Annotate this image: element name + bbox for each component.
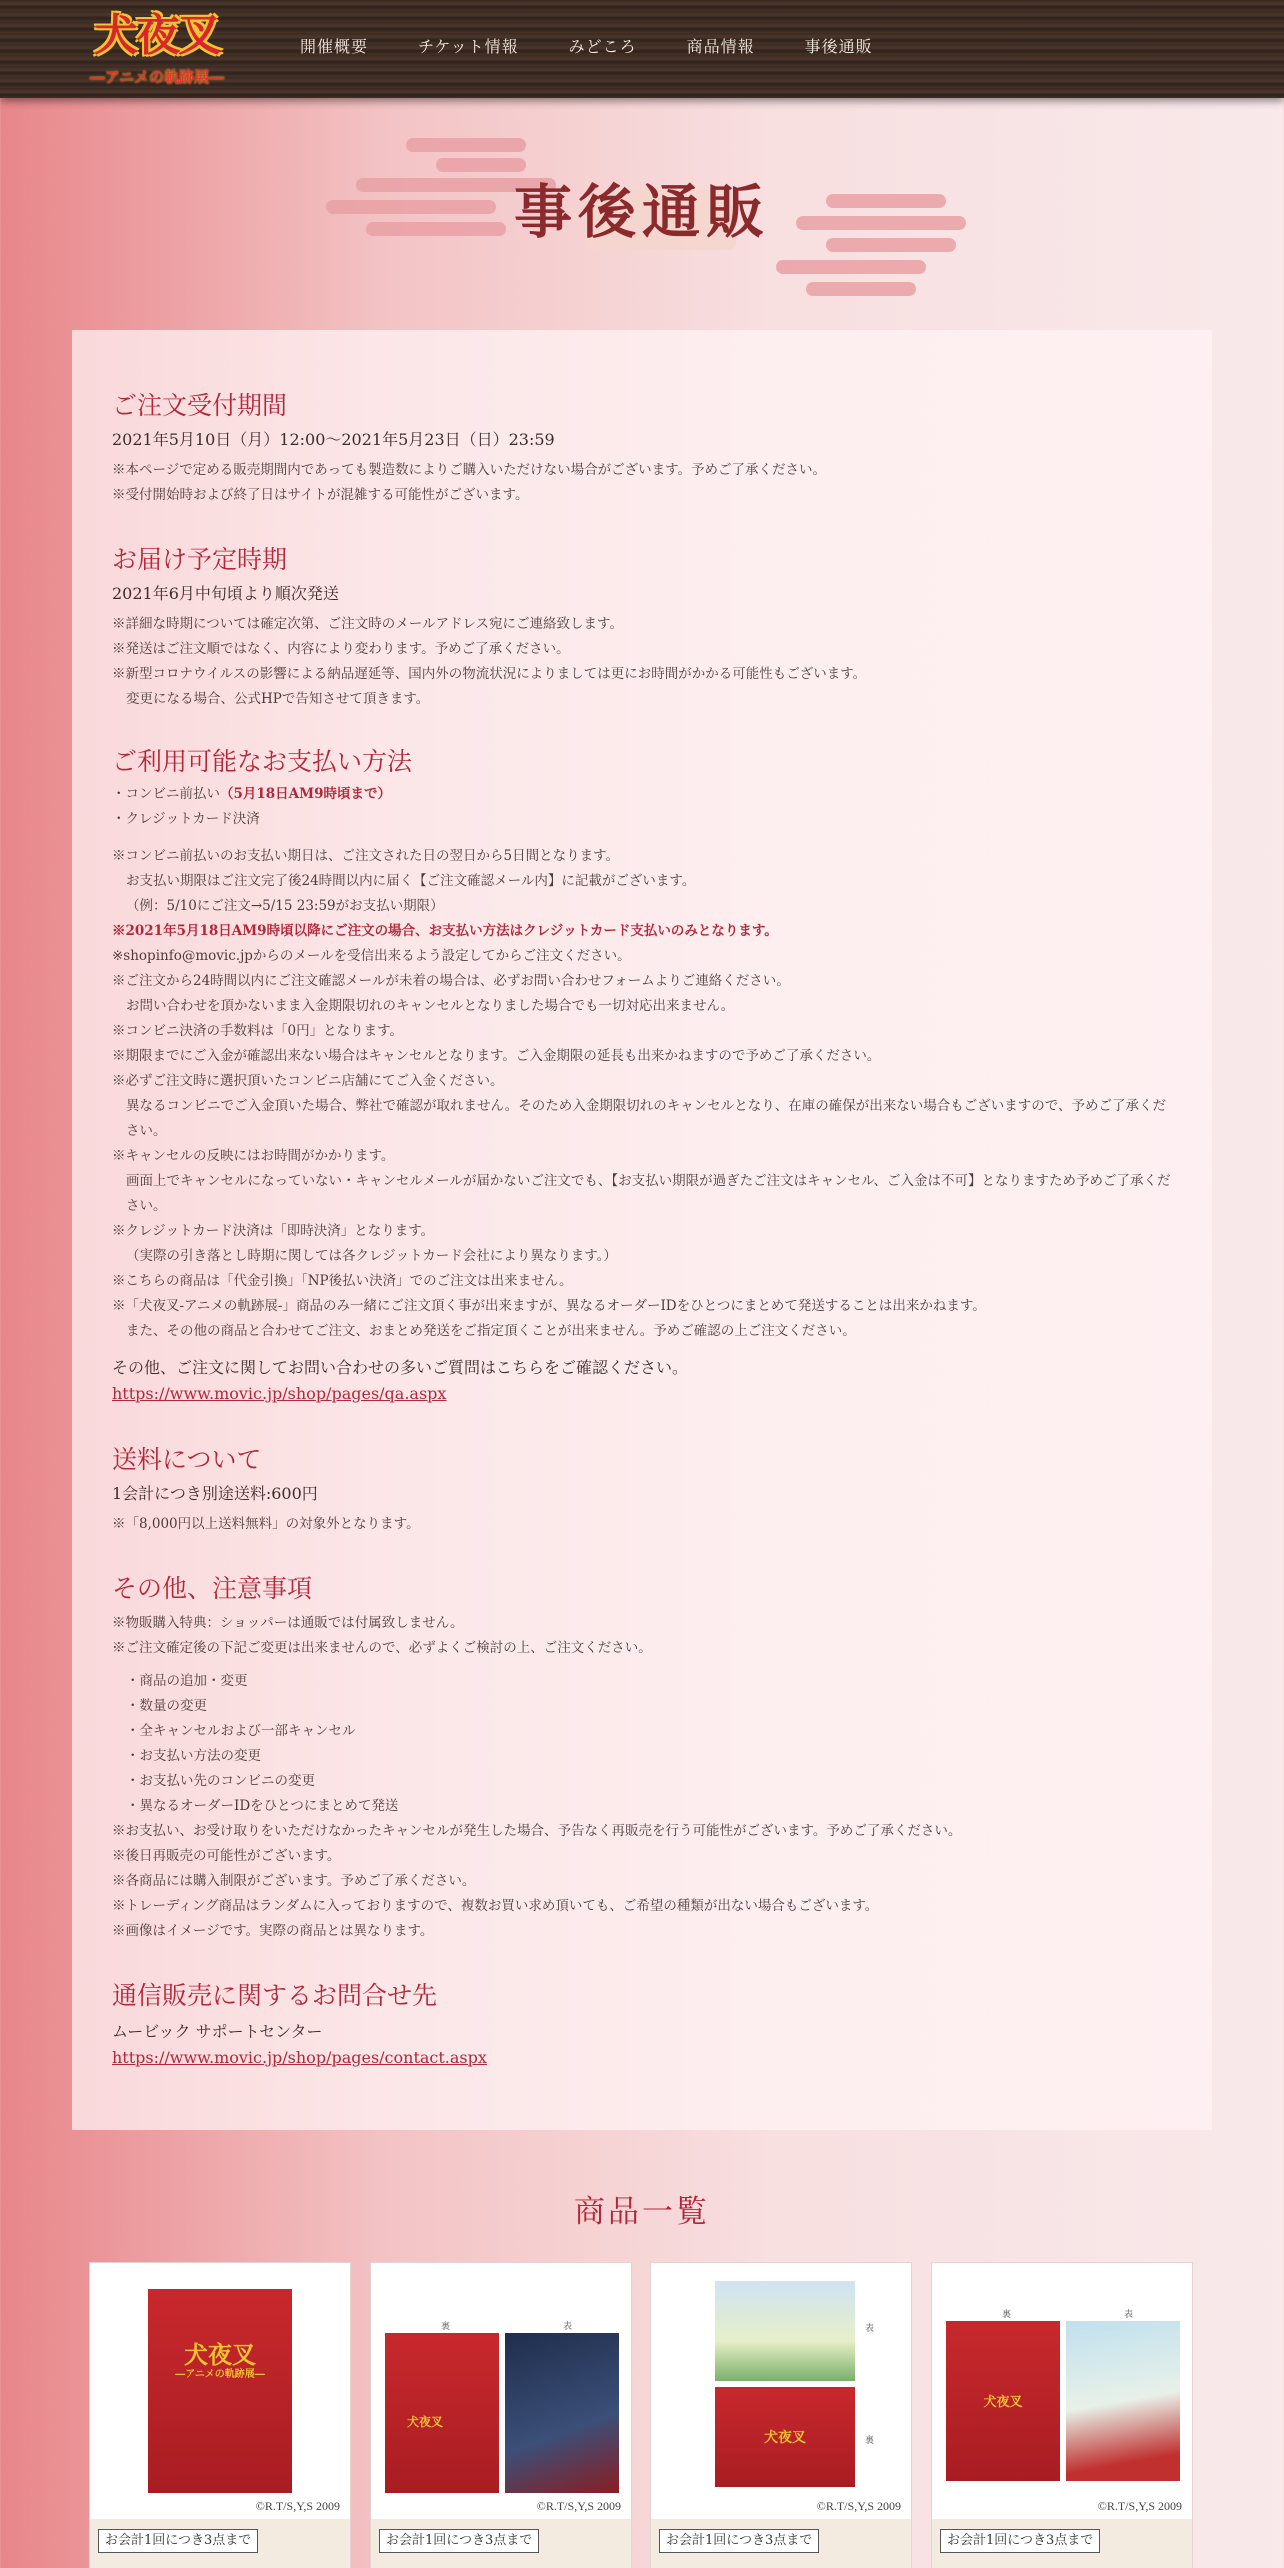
info-panel: [72, 330, 1212, 2130]
note: ※お支払い、お受け取りをいただけなかったキャンセルが発生した場合、予告なく再販売を行う可能性がございます。予めご了承ください。: [112, 1823, 962, 1839]
note: ※こちらの商品は「代金引換」「NP後払い決済」でのご注文は出来ません。: [112, 1273, 573, 1289]
product-card[interactable]: [650, 2262, 912, 2568]
heading-contact: 通信販売に関するお問合せ先: [112, 1981, 438, 2010]
purchase-limit-badge: お会計1回につき3点まで: [659, 2529, 819, 2553]
clearfile-logo: 犬夜叉: [983, 2395, 1023, 2410]
product-card[interactable]: [89, 2262, 351, 2568]
list-item: ・商品の追加・変更: [126, 1673, 248, 1689]
pamphlet-logo: 犬夜叉: [184, 2341, 256, 2369]
nav-item-mail-order[interactable]: 事後通販: [804, 37, 873, 56]
unchangeable-list: [112, 1669, 1172, 1819]
limit-bar: [651, 2519, 911, 2568]
copyright: ©R.T/S,Y,S 2009: [255, 2499, 340, 2513]
note: ※新型コロナウイルスの影響による納品遅延等、国内外の物流状況によりましては更にお時間がかかる可能性もございます。: [112, 666, 867, 682]
other-notes-a: [112, 1611, 1172, 1661]
list-item: ・お支払い先のコンビニの変更: [126, 1773, 315, 1789]
purchase-limit-badge: お会計1回につき3点まで: [379, 2529, 539, 2553]
label-front: 表: [1124, 2310, 1134, 2320]
product-image: [661, 2273, 901, 2493]
payment-method-cvs-deadline: （5月18日AM9時頃まで）: [220, 786, 391, 802]
contact-link[interactable]: https://www.movic.jp/shop/pages/contact.aspx: [112, 2048, 487, 2067]
faq-text: その他、ご注文に関してお問い合わせの多いご質問はこちらをご確認ください。: [112, 1358, 689, 1377]
section-contact: [112, 1980, 1172, 2072]
note: ※必ずご注文時に選択頂いたコンビニ店舗にてご入金ください。: [112, 1073, 504, 1089]
order-period-dates: 2021年5月10日（月）12:00〜2021年5月23日（日）23:59: [112, 430, 555, 449]
site-logo[interactable]: [86, 8, 228, 88]
note: ※期限までにご入金が確認出来ない場合はキャンセルとなります。ご入金期限の延長も出来かねますので予めご了承ください。: [112, 1048, 881, 1064]
pamphlet-cover: [148, 2289, 292, 2493]
contact-name: ムービック サポートセンター: [112, 2022, 323, 2041]
nav-item-goods[interactable]: 商品情報: [686, 37, 755, 56]
purchase-limit-badge: お会計1回につき3点まで: [98, 2529, 258, 2553]
note: ※詳細な時期については確定次第、ご注文時のメールアドレス宛にご連絡致します。: [112, 616, 623, 632]
product-card[interactable]: [931, 2262, 1193, 2568]
clearfile-back: [385, 2333, 499, 2493]
note: ※各商品には購入制限がございます。予めご了承ください。: [112, 1873, 476, 1889]
logo-subtitle: ―アニメの軌跡展―: [89, 68, 225, 86]
clearfile-back: [946, 2321, 1060, 2481]
label-back: 裏: [865, 2436, 875, 2446]
heading-other-notes: その他、注意事項: [112, 1574, 313, 1603]
copyright: ©R.T/S,Y,S 2009: [536, 2499, 621, 2513]
copyright: ©R.T/S,Y,S 2009: [816, 2499, 901, 2513]
payment-method-cvs: [112, 782, 1172, 807]
label-back: 裏: [441, 2322, 451, 2332]
note: ※発送はご注文順ではなく、内容により変わります。予めご了承ください。: [112, 641, 570, 657]
shipping-note: ※「8,000円以上送料無料」の対象外となります。: [112, 1516, 420, 1532]
products-heading: 商品一覧: [574, 2194, 710, 2230]
list-item: ・異なるオーダーIDをひとつにまとめて発送: [126, 1798, 399, 1814]
heading-shipping: 送料について: [112, 1445, 262, 1474]
section-other-notes: [112, 1573, 1172, 1944]
note: 画面上でキャンセルになっていない・キャンセルメールが届かないご注文でも、【お支払い期限が過ぎたご注文はキャンセル、ご入金は不可】となりますため予めご了承ください。: [126, 1173, 1171, 1214]
note: ※ご注文から24時間以内にご注文確認メールが未着の場合は、必ずお問い合わせフォームよりご連絡ください。: [112, 973, 790, 989]
product-image: [381, 2273, 621, 2493]
copyright: ©R.T/S,Y,S 2009: [1097, 2499, 1182, 2513]
note: ※本ページで定める販売期間内であっても製造数によりご購入いただけない場合がございます。予めご了承ください。: [112, 462, 827, 478]
pamphlet-logo-sub: ―アニメの軌跡展―: [175, 2369, 265, 2380]
clearfile-back: [715, 2387, 855, 2487]
nav-item-overview[interactable]: 開催概要: [300, 37, 369, 56]
note: ※「犬夜叉-アニメの軌跡展-」商品のみ一緒にご注文頂く事が出来ますが、異なるオーダーIDをひとつにまとめて発送することは出来かねます。: [112, 1298, 986, 1314]
note: ※コンビニ決済の手数料は「0円」となります。: [112, 1023, 404, 1039]
purchase-limit-badge: お会計1回につき3点まで: [940, 2529, 1100, 2553]
shipping-fee: 1会計につき別途送料:600円: [112, 1484, 318, 1503]
limit-bar: [371, 2519, 631, 2568]
heading-order-period: ご注文受付期間: [112, 391, 288, 420]
limit-bar: [90, 2519, 350, 2568]
heading-delivery: お届け予定時期: [112, 545, 288, 574]
other-notes-b: [112, 1819, 1172, 1944]
note: お問い合わせを頂かないまま入金期限切れのキャンセルとなりました場合でも一切対応出来ません。: [126, 998, 735, 1014]
note: 変更になる場合、公式HPで告知させて頂きます。: [126, 691, 430, 707]
note: また、その他の商品と合わせてご注文、おまとめ発送をご指定頂くことが出来ません。予めご確認の上ご注文ください。: [126, 1323, 856, 1339]
list-item: ・全キャンセルおよび一部キャンセル: [126, 1723, 356, 1739]
note: ※トレーディング商品はランダムに入っておりますので、複数お買い求め頂いても、ご希望の種類が出ない場合もございます。: [112, 1898, 879, 1914]
site-header: [0, 0, 1284, 98]
payment-method-cvs-label: ・コンビニ前払い: [112, 786, 220, 802]
page-title: 事後通販: [513, 178, 770, 246]
delivery-notes: [112, 612, 1172, 712]
label-front: 表: [563, 2322, 573, 2332]
clearfile-front-art: [505, 2333, 619, 2493]
section-delivery: [112, 544, 1172, 712]
note: ※画像はイメージです。実際の商品とは異なります。: [112, 1923, 434, 1939]
note: ※キャンセルの反映にはお時間がかかります。: [112, 1148, 395, 1164]
limit-bar: [932, 2519, 1192, 2568]
section-payment: [112, 746, 1172, 1408]
note: ※ご注文確定後の下記ご変更は出来ませんので、必ずよくご検討の上、ご注文ください。: [112, 1640, 652, 1656]
note: 異なるコンビニでご入金頂いた場合、弊社で確認が取れません。そのため入金期限切れのキャンセルとなり、在庫の確保が出来ない場合もございますので、予めご了承ください。: [126, 1098, 1167, 1139]
payment-notes: [112, 844, 1172, 1344]
payment-method-card: ・クレジットカード決済: [112, 811, 260, 827]
clearfile-logo: 犬夜叉: [764, 2430, 806, 2446]
main-nav: [300, 30, 923, 64]
note: ※受付開始時および終了日はサイトが混雑する可能性がございます。: [112, 487, 529, 503]
list-item: ・数量の変更: [126, 1698, 207, 1714]
note: ※物販購入特典：ショッパーは通販では付属致しません。: [112, 1615, 464, 1631]
label-front: 表: [865, 2324, 875, 2334]
clearfile-logo: 犬夜叉: [406, 2415, 443, 2429]
note: ※後日再販売の可能性がございます。: [112, 1848, 341, 1864]
logo-title: 犬夜叉: [94, 10, 220, 61]
clearfile-front-art: [715, 2281, 855, 2381]
note: ※コンビニ前払いのお支払い期日は、ご注文された日の翌日から5日間となります。: [112, 848, 620, 864]
product-image: [100, 2273, 340, 2493]
faq-link[interactable]: https://www.movic.jp/shop/pages/qa.aspx: [112, 1384, 447, 1403]
note: お支払い期限はご注文完了後24時間以内に届く【ご注文確認メール内】に記載がございます。: [126, 873, 696, 889]
clearfile-front-art: [1066, 2321, 1180, 2481]
section-order-period: [112, 390, 1172, 508]
label-back: 裏: [1002, 2310, 1012, 2320]
nav-item-highlights[interactable]: みどころ: [568, 37, 637, 56]
note: ※クレジットカード決済は「即時決済」となります。: [112, 1223, 435, 1239]
info-content: [112, 390, 1172, 2072]
note-credit-only: ※2021年5月18日AM9時頃以降にご注文の場合、お支払い方法はクレジットカード支払いのみとなります。: [112, 923, 778, 939]
list-item: ・お支払い方法の変更: [126, 1748, 261, 1764]
order-period-notes: [112, 458, 1172, 508]
product-card[interactable]: [370, 2262, 632, 2568]
heading-payment: ご利用可能なお支払い方法: [112, 747, 413, 776]
product-image: [942, 2273, 1182, 2493]
note: ※shopinfo@movic.jpからのメールを受信出来るよう設定してからご注文ください。: [112, 948, 631, 964]
nav-item-tickets[interactable]: チケット情報: [418, 37, 519, 56]
note: （例：5/10にご注文→5/15 23:59がお支払い期限）: [126, 898, 444, 914]
delivery-lead: 2021年6月中旬頃より順次発送: [112, 584, 339, 603]
section-shipping: [112, 1444, 1172, 1537]
note: （実際の引き落とし時期に関しては各クレジットカード会社により異なります。）: [126, 1248, 617, 1264]
